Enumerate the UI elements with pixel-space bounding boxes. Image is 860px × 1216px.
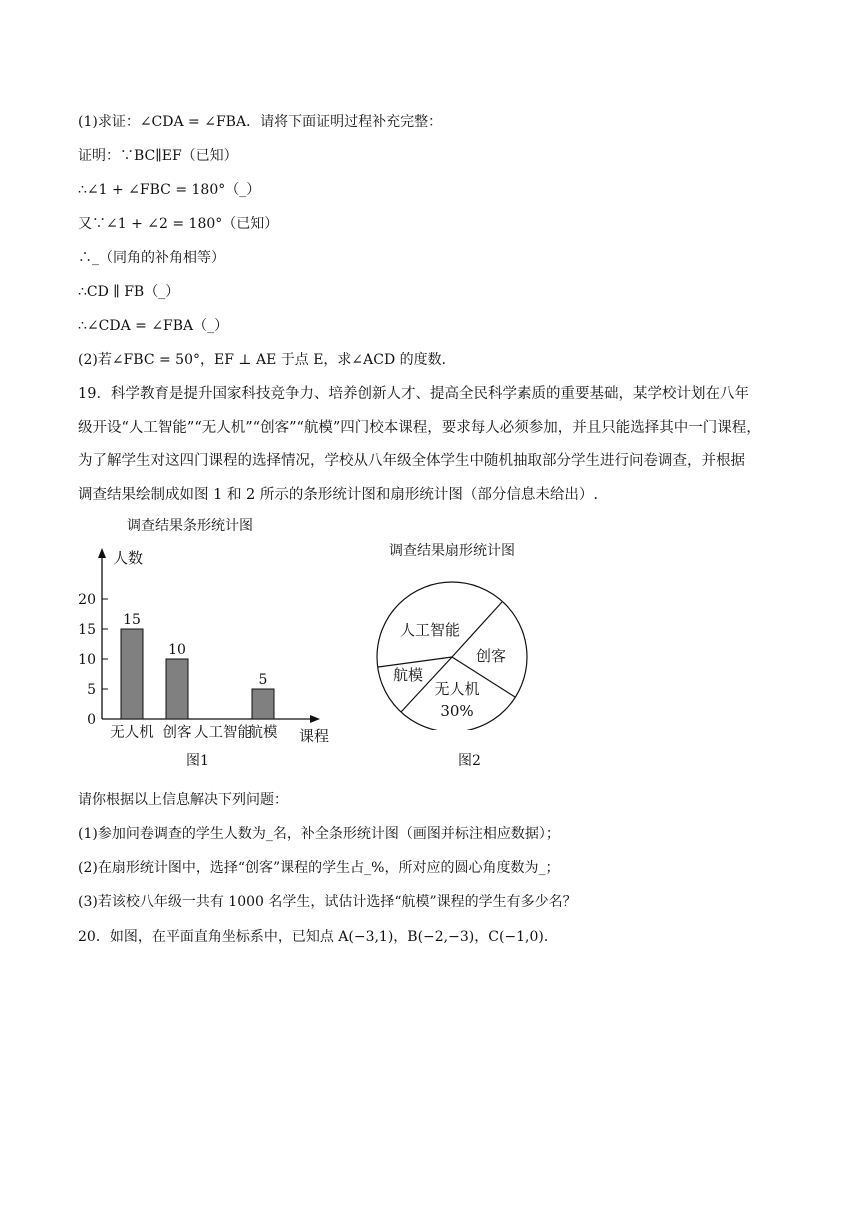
chart-title: 调查结果条形统计图 — [127, 518, 253, 534]
proof-line: ∴_（同角的补角相等） — [78, 250, 225, 266]
y-tick-label: 20 — [78, 592, 96, 608]
proof-line: ∴CD ∥ FB（_） — [78, 284, 180, 300]
y-tick-label: 10 — [78, 652, 96, 668]
bar-data-label: 5 — [258, 672, 268, 688]
y-axis-label: 人数 — [113, 549, 144, 567]
x-axis-label: 课程 — [299, 727, 330, 745]
proof-line: ∴∠1 + ∠FBC = 180°（_） — [78, 182, 261, 198]
q19-line: 级开设“人工智能”“无人机”“创客”“航模”四门校本课程，要求每人必须参加，并且只能选择其中一门课程， — [78, 419, 761, 436]
q19-line: 调查结果绘制成如图 1 和 2 所示的条形统计图和扇形统计图（部分信息未给出）. — [78, 486, 598, 503]
proof-line: 证明：∵BC∥EF（已知） — [78, 148, 238, 164]
x-tick-label: 航模 — [248, 725, 278, 741]
q18-part2: (2)若∠FBC = 50°，EF ⊥ AE 于点 E，求∠ACD 的度数． — [78, 352, 456, 368]
proof-line: 又∵∠1 + ∠2 = 180°（已知） — [78, 216, 279, 232]
q19-statement — [78, 378, 782, 512]
pie-chart-figure — [365, 535, 540, 730]
x-tick-label: 创客 — [162, 725, 192, 741]
question-2: (2)在扇形统计图中，选择“创客”课程的学生占_%，所对应的圆心角度数为_； — [78, 860, 560, 876]
y-tick-label: 0 — [87, 712, 96, 728]
chart-title: 调查结果扇形统计图 — [389, 543, 515, 559]
questions-intro: 请你根据以上信息解决下列问题： — [78, 792, 288, 808]
y-tick-label: 15 — [78, 622, 96, 638]
slice-label-ai: 人工智能 — [399, 621, 461, 639]
x-tick-label: 人工智能 — [194, 725, 252, 741]
figure2-caption: 图2 — [458, 753, 481, 769]
slice-label-drone: 无人机 — [434, 680, 480, 698]
y-tick-label: 5 — [87, 682, 96, 698]
figure1-caption: 图1 — [186, 753, 209, 769]
bar-data-label: 10 — [168, 642, 186, 658]
q18-part1: (1)求证：∠CDA = ∠FBA．请将下面证明过程补充完整： — [78, 114, 443, 130]
y-axis-arrow — [98, 548, 106, 558]
q19-line: 为了解学生对这四门课程的选择情况，学校从八年级全体学生中随机抽取部分学生进行问卷调查，并根据 — [78, 453, 745, 469]
x-axis-arrow — [310, 715, 320, 723]
x-tick-label: 无人机 — [110, 725, 154, 741]
proof-line: ∴∠CDA = ∠FBA（_） — [78, 318, 229, 334]
slice-percent-drone: 30% — [440, 702, 474, 720]
question-3: (3)若该校八年级一共有 1000 名学生，试估计选择“航模”课程的学生有多少名？ — [78, 894, 577, 910]
question-1: (1)参加问卷调查的学生人数为_名，补全条形统计图（画图并标注相应数据）； — [78, 826, 560, 842]
bar — [166, 659, 188, 719]
slice-label-maker: 创客 — [475, 647, 507, 665]
bar — [121, 629, 143, 719]
bar — [252, 689, 274, 719]
bar-data-label: 15 — [123, 612, 141, 628]
q19-line: 19．科学教育是提升国家科技竞争力、培养创新人才、提高全民科学素质的重要基础，某学校计划在八年 — [78, 386, 749, 402]
slice-label-model: 航模 — [392, 666, 424, 684]
q20-statement: 20．如图，在平面直角坐标系中，已知点 A(−3,1)，B(−2,−3)，C(−1,0)． — [78, 929, 558, 945]
bar-chart-figure — [70, 510, 360, 775]
